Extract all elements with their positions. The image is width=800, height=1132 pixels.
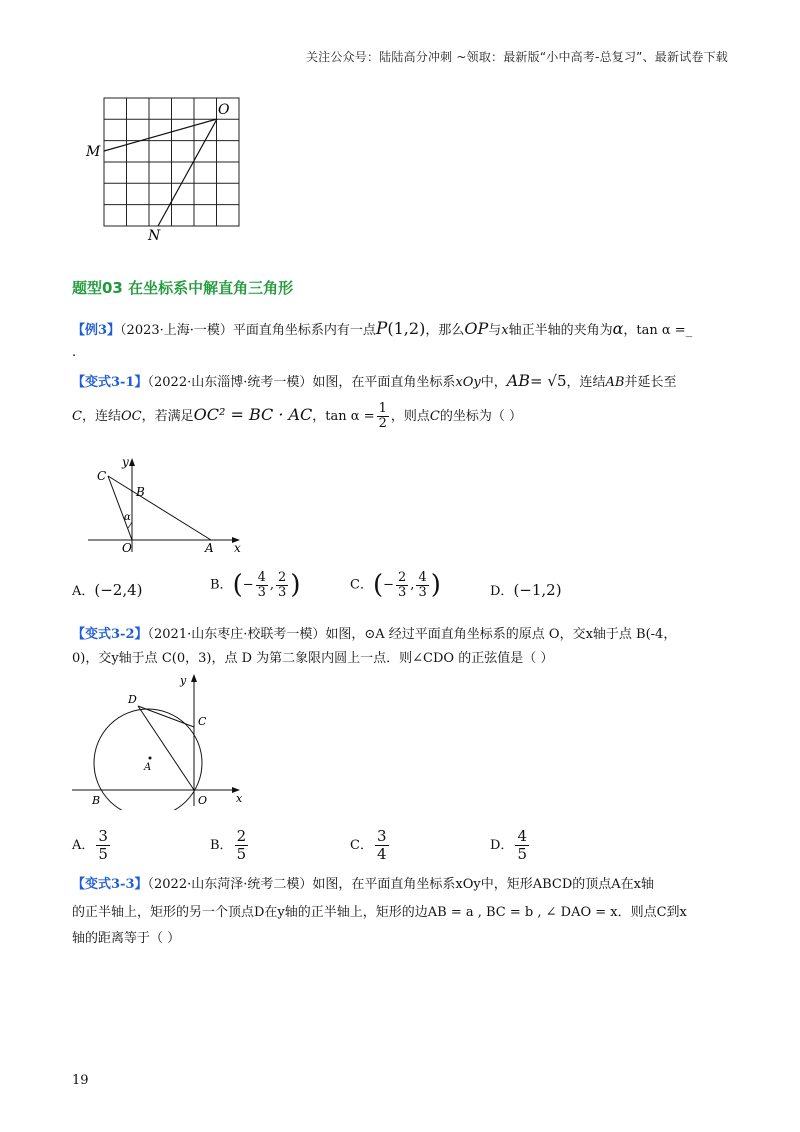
v31-source: （2022·山东淄博·统考一模） <box>147 375 313 390</box>
v31-line2 <box>72 402 732 431</box>
frac-num: 2 <box>236 827 247 845</box>
example3-tag: 【例3】 <box>72 323 121 338</box>
option-label: D． <box>490 838 514 853</box>
point-p: P <box>375 319 388 339</box>
point-coords: (1,2) <box>387 319 426 338</box>
v33-text: 如图，在平面直角坐标系xOy中，矩形ABCD的顶点A在x轴 <box>312 877 654 892</box>
center-point <box>149 757 152 760</box>
section-title: 题型03 在坐标系中解直角三角形 <box>72 279 294 297</box>
frac-num: 3 <box>376 827 387 845</box>
fig-label-alpha: α <box>124 512 131 523</box>
frac-num: 4 <box>517 827 527 845</box>
frac-den: 3 <box>257 584 266 600</box>
frac-den: 5 <box>236 845 247 863</box>
v31-line1 <box>72 370 732 394</box>
option-label: B． <box>210 838 233 853</box>
fig-label-a: A <box>205 541 214 555</box>
frac-den: 3 <box>278 584 287 600</box>
fig-label-a: A <box>144 762 152 773</box>
v31-eq: = √5 <box>530 372 567 390</box>
fig-label-b: B <box>92 794 101 807</box>
v32-option-a[interactable] <box>72 828 112 863</box>
segment-ca <box>108 476 211 540</box>
example3-text: ，那么 <box>425 323 465 338</box>
frac-den: 5 <box>517 845 527 863</box>
option-label: C． <box>350 577 373 593</box>
v31-xoy: xOy <box>455 375 481 390</box>
frac-num: 3 <box>98 827 108 845</box>
fig-label-x: x <box>234 541 241 555</box>
v31-ab2: AB <box>605 375 625 390</box>
segment-co <box>108 476 132 540</box>
v31-option-b[interactable]: B．(− $\frac{4}{3}$ , $\frac{2}{3}$ ) <box>210 569 301 600</box>
v31-text: 中， <box>480 375 507 390</box>
fig-label-y: y <box>180 674 187 687</box>
fig-label-o: O <box>198 794 208 807</box>
v31-text: ，连结 <box>81 409 121 424</box>
v31-text: 并延长至 <box>624 375 677 390</box>
v31-c2: C <box>429 409 440 424</box>
option-value: (−2,4) <box>94 581 143 599</box>
fig-label-x: x <box>236 792 243 805</box>
v32-tag: 【变式3-2】 <box>72 627 148 642</box>
page-number: 19 <box>72 1073 89 1088</box>
v33-line3: 轴的距离等于（ ） <box>72 931 181 946</box>
option-neg: − <box>242 577 254 593</box>
v32-source: （2021·山东枣庄·校联考一模） <box>147 627 326 642</box>
v33-tag: 【变式3-3】 <box>72 877 148 892</box>
example3-answer-blank: ，tan α =_ <box>623 323 693 338</box>
example3-source: （2023·上海·一模） <box>120 323 233 338</box>
option-label: D． <box>490 584 514 599</box>
v32-option-c[interactable] <box>350 828 391 863</box>
v32-text: 如图，⊙A 经过平面直角坐标系的原点 O，交x轴于点 B(-4， <box>325 627 677 642</box>
fig-label-y: y <box>122 456 129 469</box>
v31-oc: OC <box>120 409 142 424</box>
example3-line1 <box>72 318 732 342</box>
option-label: A． <box>72 584 95 599</box>
v31-option-a[interactable] <box>72 580 143 599</box>
v31-tag: 【变式3-1】 <box>72 375 148 390</box>
segment-mo <box>104 119 217 151</box>
segment-op: OP <box>464 319 489 338</box>
label-m: M <box>86 144 101 160</box>
option-label: C． <box>350 838 373 853</box>
example3-text: 与 <box>488 323 502 338</box>
frac-den: 5 <box>98 845 108 863</box>
example3-text: 平面直角坐标系内有一点 <box>232 323 376 338</box>
segment-no <box>158 119 217 226</box>
frac-num: 2 <box>278 569 287 585</box>
v32-option-d[interactable] <box>490 828 531 863</box>
label-n: N <box>148 228 161 244</box>
fig-label-c: C <box>198 715 207 728</box>
frac-num: 4 <box>418 569 427 585</box>
v31-ab: AB <box>506 371 531 390</box>
option-label: A． <box>72 838 95 853</box>
v31-option-d[interactable] <box>490 580 562 599</box>
fig-label-b: B <box>136 485 145 499</box>
v31-text: ，若满足 <box>141 409 194 424</box>
v33-line2: 的正半轴上，矩形的另一个顶点D在y轴的正半轴上，矩形的边AB = a , BC = b , ∠ DAO = x．则点C到x <box>72 905 687 920</box>
v31-text: 的坐标为（ ） <box>439 409 522 424</box>
v33-source: （2022·山东菏泽·统考二模） <box>147 877 313 892</box>
fig-label-o: O <box>122 541 132 555</box>
v33-line1 <box>72 874 732 896</box>
example3-text: 轴正半轴的夹角为 <box>508 323 613 338</box>
frac-num: 4 <box>257 569 266 585</box>
v32-line1 <box>72 624 732 646</box>
option-value: (−1,2) <box>513 581 562 599</box>
fig-label-d: D <box>128 693 137 706</box>
example3-line2: . <box>72 345 77 360</box>
frac-den: 3 <box>418 584 427 600</box>
frac-den: 3 <box>398 584 407 600</box>
frac-num: 2 <box>398 569 407 585</box>
v31-fraction <box>377 402 389 431</box>
v31-text: ，连结 <box>566 375 606 390</box>
v32-option-b[interactable] <box>210 828 250 863</box>
segment-do <box>138 706 194 790</box>
var-x: x <box>501 323 509 338</box>
v31-condition: OC² = BC · AC <box>193 405 313 424</box>
v31-text: ，tan α = <box>312 409 375 424</box>
circle-figure <box>70 670 255 810</box>
grid-figure <box>80 94 250 244</box>
label-o: O <box>218 102 230 118</box>
v31-option-c[interactable]: C．(− $\frac{2}{3}$ , $\frac{4}{3}$ ) <box>350 569 441 600</box>
frac-den: 2 <box>378 416 387 431</box>
v31-text: 如图，在平面直角坐标系 <box>312 375 456 390</box>
option-neg: − <box>383 577 395 593</box>
triangle-figure <box>84 456 254 556</box>
frac-den: 4 <box>376 845 387 863</box>
v32-line2: 0)，交y轴于点 C(0，3)，点 D 为第二象限内圆上一点．则∠CDO 的正弦值是（ ） <box>72 651 554 666</box>
option-label: B． <box>210 577 233 593</box>
segment-dc <box>138 706 194 727</box>
fig-label-c: C <box>97 469 107 483</box>
angle-alpha: α <box>612 319 624 338</box>
v31-text: ，则点 <box>390 409 430 424</box>
frac-num: 1 <box>378 401 387 416</box>
page-header: 关注公众号：陆陆高分冲刺 ~领取：最新版“小中高考-总复习”、最新试卷下载 <box>305 50 728 64</box>
v31-c: C <box>72 409 82 424</box>
